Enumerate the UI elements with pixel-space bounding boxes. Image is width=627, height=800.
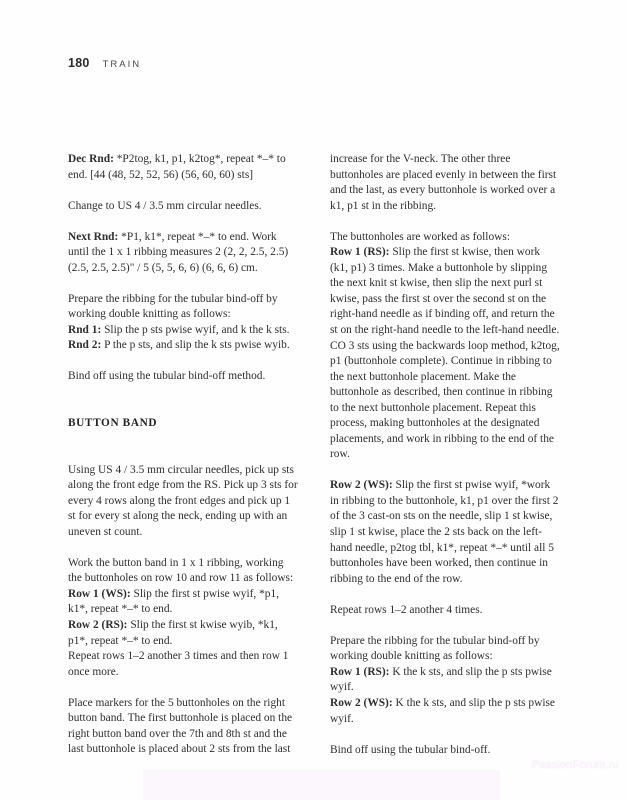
watermark-text: PassionForum.ru [531,759,619,771]
buttonholes-intro-paragraph [330,230,560,246]
row-1-ws-lead: Row 1 (WS): [68,587,131,600]
row-2-ws-bindoff-paragraph [330,696,560,727]
next-rnd-lead: Next Rnd: [68,230,119,243]
left-column [68,152,298,758]
buttonholes-intro-body: The buttonholes are worked as follows: [330,230,510,243]
row-1-rs-buttonhole-lead: Row 1 (RS): [330,246,390,259]
row-2-rs-lead: Row 2 (RS): [68,618,128,631]
next-rnd-body: *P1, k1*, repeat *–* to end. Work until the 1 x 1 ribbing measures 2 (2, 2, 2.5, 2.5) (2.5, 2.5, 2.5)" / 5 (5, 5, 6, 6) (6, 6, 6) cm. [68,230,289,274]
repeat-rows-paragraph [68,649,298,680]
rnd-2-body: P the p sts, and slip the k sts pwise wyib. [101,339,290,352]
dec-rnd-body: *P2tog, k1, p1, k2tog*, repeat *–* to end. [44 (48, 52, 52, 56) (56, 60, 60) sts] [68,153,286,181]
prepare-ribbing-body: Prepare the ribbing for the tubular bind-off by working double knitting as follows: [68,292,278,321]
chapter-title: TRAIN [102,59,142,70]
row-1-rs-bindoff-lead: Row 1 (RS): [330,665,390,678]
prepare-ribbing-paragraph [68,292,298,323]
rnd-1-body: Slip the p sts pwise wyif, and k the k sts. [101,323,290,336]
two-column-body [68,152,560,758]
pick-up-sts-body: Using US 4 / 3.5 mm circular needles, pick up sts along the front edge from the RS. Pick up 3 sts for every 4 rows along the front edges and pick up 1 st for every st along the neck, ending up with an uneven st count. [68,463,298,538]
prepare-ribbing-tubular-body: Prepare the ribbing for the tubular bind-off by working double knitting as follows: [330,634,540,663]
row-1-rs-buttonhole-paragraph [330,245,560,463]
bind-off-body: Bind off using the tubular bind-off method. [68,370,266,383]
dec-rnd-paragraph [68,152,298,183]
repeat-rows-4-times-body: Repeat rows 1–2 another 4 times. [330,603,483,616]
row-1-rs-bindoff-body: K the k sts, and slip the p sts pwise wyif. [330,665,552,694]
change-needles-paragraph [68,199,298,215]
row-2-rs-body: Slip the first st kwise wyib, *k1, p1*, repeat *–* to end. [68,618,278,647]
change-needles-body: Change to US 4 / 3.5 mm circular needles. [68,199,262,212]
row-2-ws-buttonhole-body: Slip the first st pwise wyif, *work in ribbing to the buttonhole, k1, p1 over the first 2 of the 3 cast-on sts on the needle, slip 1 st kwise, slip 1 st kwise, place the 2 sts back on the left-hand needle, p2tog tbl, k1*, repeat *–* until all 5 buttonholes have been worked, then continue in ribbing to the end of the row. [330,479,559,585]
section-heading-button-band: BUTTON BAND [68,417,158,430]
row-2-ws-buttonhole-paragraph [330,478,560,587]
place-markers-paragraph [68,696,298,758]
row-2-ws-bindoff-body: K the k sts, and slip the p sts pwise wyif. [330,696,555,725]
next-rnd-paragraph [68,230,298,277]
place-markers-body: Place markers for the 5 buttonholes on the right button band. The first buttonhole is placed on the right button band over the 7th and 8th st and the last buttonhole is placed about 2 sts from the last [68,696,293,756]
repeat-rows-4-times-paragraph [330,603,560,619]
final-bind-off-body: Bind off using the tubular bind-off. [330,743,491,756]
rnd-1-lead: Rnd 1: [68,323,102,336]
row-1-rs-bindoff-paragraph [330,665,560,696]
page-number: 180 [68,56,90,70]
rnd-1-paragraph [68,323,298,339]
work-button-band-paragraph [68,556,298,587]
final-bind-off-paragraph [330,743,560,759]
rnd-2-paragraph [68,338,298,354]
row-1-ws-body: Slip the first st pwise wyif, *p1, k1*, repeat *–* to end. [68,587,280,616]
rnd-2-lead: Rnd 2: [68,339,102,352]
row-1-ws-paragraph [68,587,298,618]
watermark-band [143,770,500,800]
work-button-band-body: Work the button band in 1 x 1 ribbing, working the buttonholes on row 10 and row 11 as follows: [68,556,294,585]
right-column [330,152,560,758]
row-2-rs-paragraph [68,618,298,649]
v-neck-increase-paragraph [330,152,560,214]
row-2-ws-bindoff-lead: Row 2 (WS): [330,696,393,709]
running-head [68,56,141,70]
prepare-ribbing-tubular-paragraph [330,634,560,665]
bind-off-paragraph [68,369,298,385]
pick-up-sts-paragraph [68,463,298,541]
row-2-ws-buttonhole-lead: Row 2 (WS): [330,479,393,492]
v-neck-increase-body: increase for the V-neck. The other three buttonholes are placed evenly in between the first and the last, as every buttonhole is worked over a k1, p1 st in the ribbing. [330,153,557,212]
row-1-rs-buttonhole-body: Slip the first st kwise, then work (k1, p1) 3 times. Make a buttonhole by slipping the next knit st kwise, then slip the next purl st kwise, pass the first st over the second st on the right-hand needle as if binding off, and return the st on the right-hand needle to the left-hand needle. CO 3 sts using the backwards loop method, k2tog, p1 (buttonhole complete). Continue in ribbing to the next buttonhole placement. Make the buttonhole as described, then continue in ribbing to the next buttonhole placement. Repeat this process, making buttonholes at the designated placements, and work in ribbing to the end of the row. [330,246,560,461]
repeat-rows-body: Repeat rows 1–2 another 3 times and then row 1 once more. [68,650,289,678]
dec-rnd-lead: Dec Rnd: [68,153,114,165]
